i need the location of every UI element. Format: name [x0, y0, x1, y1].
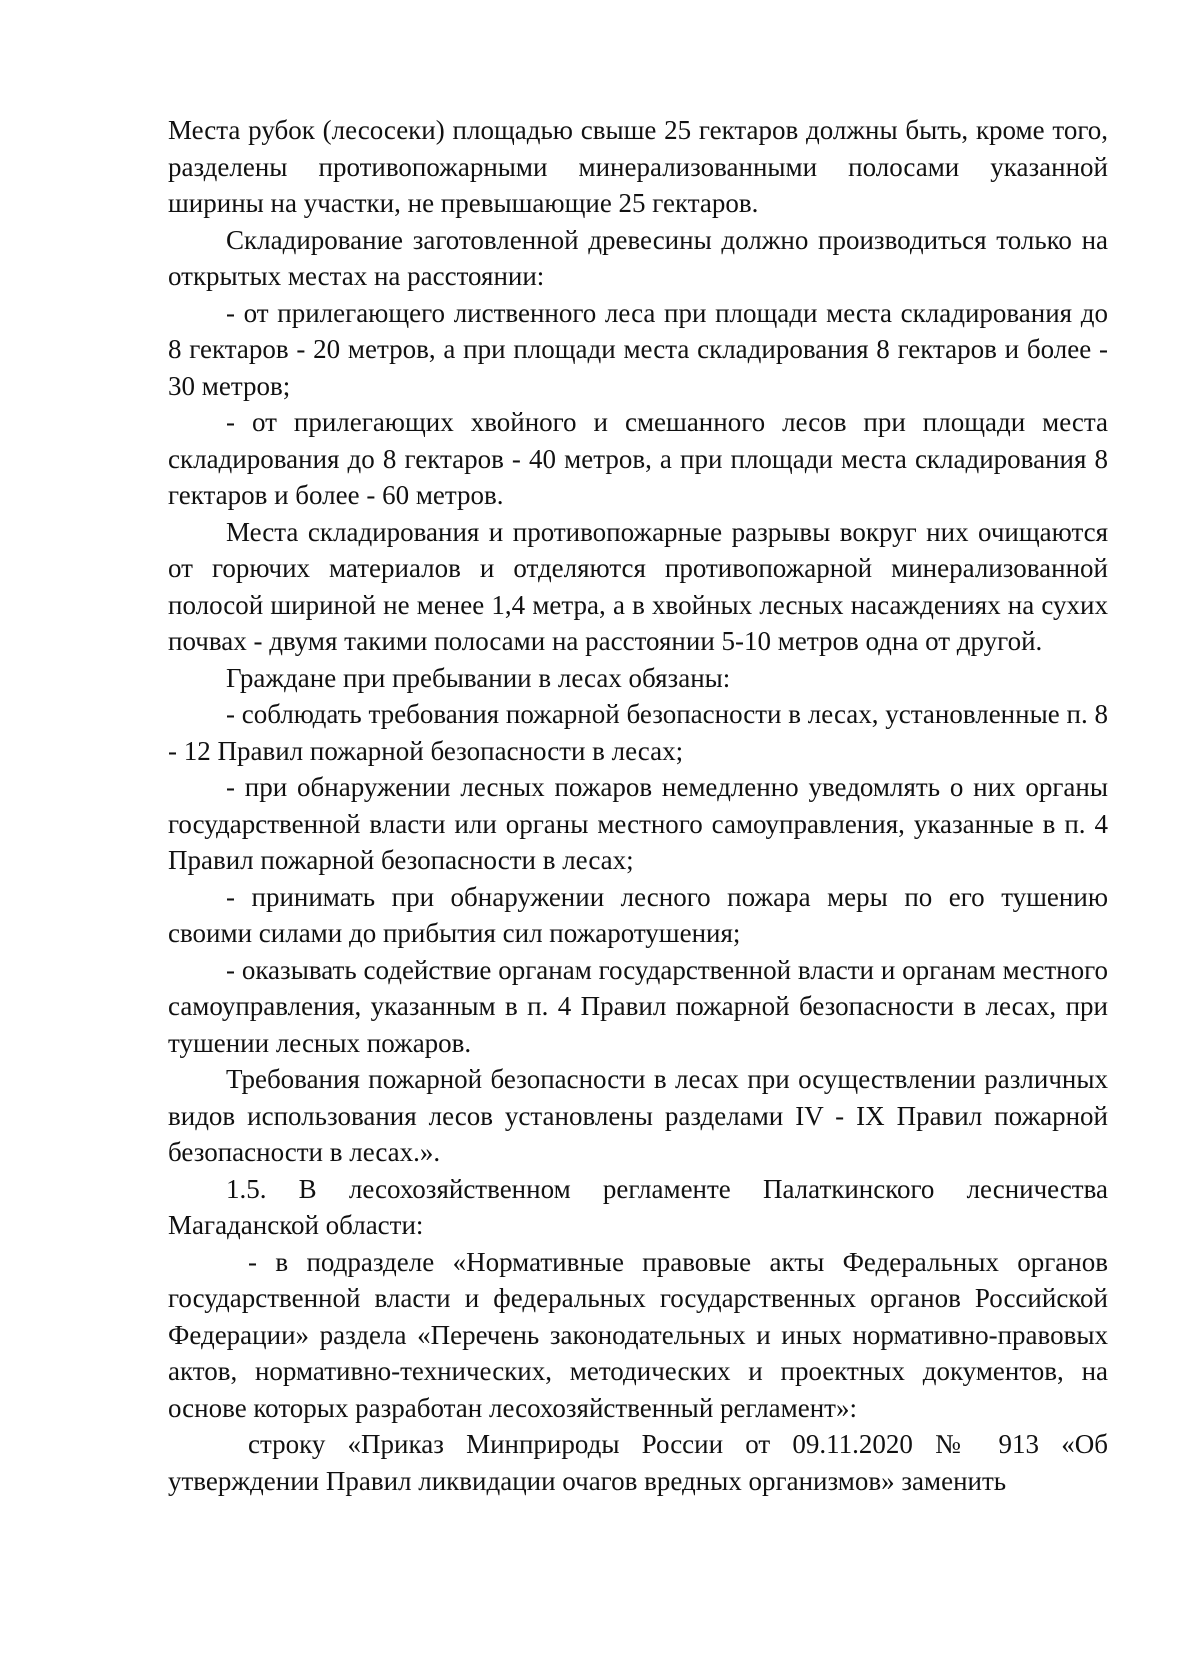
document-body [168, 112, 1108, 1499]
list-item-coniferous-forest: - от прилегающих хвойного и смешанного лесов при площади места складирования до 8 гектаров - 40 метров, а при площади места складирования 8 гектаров и более - 60 метров. [168, 407, 1108, 510]
list-item-report-fires: - при обнаружении лесных пожаров немедленно уведомлять о них органы государственной власти или органы местного самоуправления, указанные в п. 4 Правил пожарной безопасности в лесах; [168, 772, 1108, 875]
list-item-extinguish-fires: - принимать при обнаружении лесного пожара меры по его тушению своими силами до прибытия сил пожаротушения; [168, 881, 1108, 948]
paragraph-timber-storage: Складирование заготовленной древесины должно производиться только на открытых местах на расстоянии: [168, 224, 1108, 291]
paragraph-replace-line: строку «Приказ Минприроды России от 09.11.2020 № 913 «Об утверждении Правил ликвидации очагов вредных организмов» заменить [168, 1429, 1108, 1496]
list-item-deciduous-forest: - от прилегающего лиственного леса при площади места складирования до 8 гектаров - 20 метров, а при площади места складирования 8 гектаров и более - 30 метров; [168, 297, 1108, 401]
section-1-5-heading: 1.5. В лесохозяйственном регламенте Палаткинского лесничества Магаданской области: [168, 1173, 1108, 1240]
list-item-assist-authorities: - оказывать содействие органам государственной власти и органам местного самоуправления, указанным в п. 4 Правил пожарной безопасности в лесах, при тушении лесных пожаров. [168, 954, 1108, 1058]
list-item-observe-requirements: - соблюдать требования пожарной безопасности в лесах, установленные п. 8 - 12 Правил пожарной безопасности в лесах; [168, 699, 1108, 766]
paragraph-citizens-obligations: Граждане при пребывании в лесах обязаны: [226, 662, 731, 693]
paragraph-storage-clearing: Места складирования и противопожарные разрывы вокруг них очищаются от горючих материалов и отделяются противопожарной минерализованной полосой шириной не менее 1,4 метра, а в хвойных лесных насаждениях на сухих почвах - двумя такими полосами на расстоянии 5-10 метров одна от другой. [168, 516, 1108, 656]
list-item-subsection-regulations: - в подразделе «Нормативные правовые акты Федеральных органов государственной власти и федеральных государственных органов Российской Федерации» раздела «Перечень законодательных и иных нормативно-правовых актов, нормативно-технических, методических и проектных документов, на основе которых разработан лесохозяйственный регламент»: [168, 1246, 1108, 1423]
paragraph-cutting-areas: Места рубок (лесосеки) площадью свыше 25 гектаров должны быть, кроме того, разделены противопожарными минерализованными полосами указанной ширины на участки, не превышающие 25 гектаров. [168, 115, 1108, 218]
paragraph-safety-requirements: Требования пожарной безопасности в лесах при осуществлении различных видов использования лесов установлены разделами IV - IX Правил пожарной безопасности в лесах.». [168, 1064, 1108, 1167]
